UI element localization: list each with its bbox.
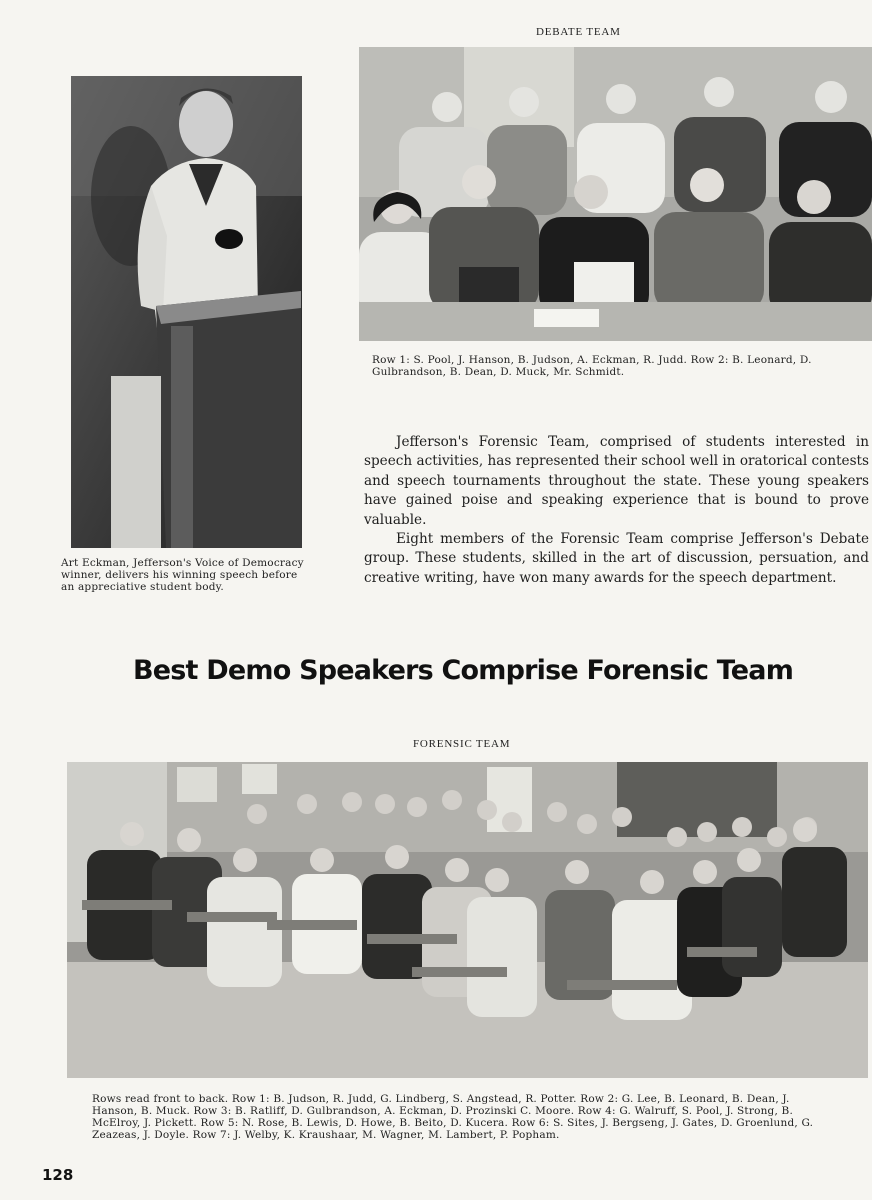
page-headline: Best Demo Speakers Comprise Forensic Team <box>133 655 794 686</box>
speaker-caption: Art Eckman, Jefferson's Voice of Democracy winner, delivers his winning speech before an appreciative student body. <box>61 557 304 593</box>
article-body <box>364 433 869 588</box>
forensic-team-label: FORENSIC TEAM <box>413 738 511 750</box>
article-paragraph: Jefferson's Forensic Team, comprised of students interested in speech activities, has represented their school well in oratorical contests and speech tournaments throughout the state. These young speakers have gained poise and speaking experience that is bound to prove valuable. <box>364 434 869 528</box>
article-paragraph: Eight members of the Forensic Team comprise Jefferson's Debate group. These students, skilled in the art of discussion, persuation, and creative writing, have won many awards for the speech department. <box>364 531 869 586</box>
forensic-team-caption: Rows read front to back. Row 1: B. Judson, R. Judd, G. Lindberg, S. Angstead, R. Potter. Row 2: G. Lee, B. Leonard, B. Dean, J. Hanson, B. Muck. Row 3: B. Ratliff, D. Gulbrandson, A. Eckman, D. Prozinski C. Moore. Row 4: G. Walruff, S. Pool, J. Strong, B. McElroy, J. Pickett. Row 5: N. Rose, B. Lewis, D. Howe, B. Beito, D. Kucera. Row 6: S. Sites, J. Bergseng, J. Gates, D. Groenlund, G. Zeazeas, J. Doyle. Row 7: J. Welby, K. Kraushaar, M. Wagner, M. Lambert, P. Popham. <box>92 1093 814 1141</box>
debate-team-caption: Row 1: S. Pool, J. Hanson, B. Judson, A. Eckman, R. Judd. Row 2: B. Leonard, D. Gulbrandson, B. Dean, D. Muck, Mr. Schmidt. <box>372 354 812 378</box>
debate-team-photo <box>359 47 872 341</box>
forensic-team-photo <box>67 762 868 1078</box>
debate-team-label: DEBATE TEAM <box>536 26 621 38</box>
speaker-photo <box>71 76 302 548</box>
page-number: 128 <box>42 1166 74 1184</box>
